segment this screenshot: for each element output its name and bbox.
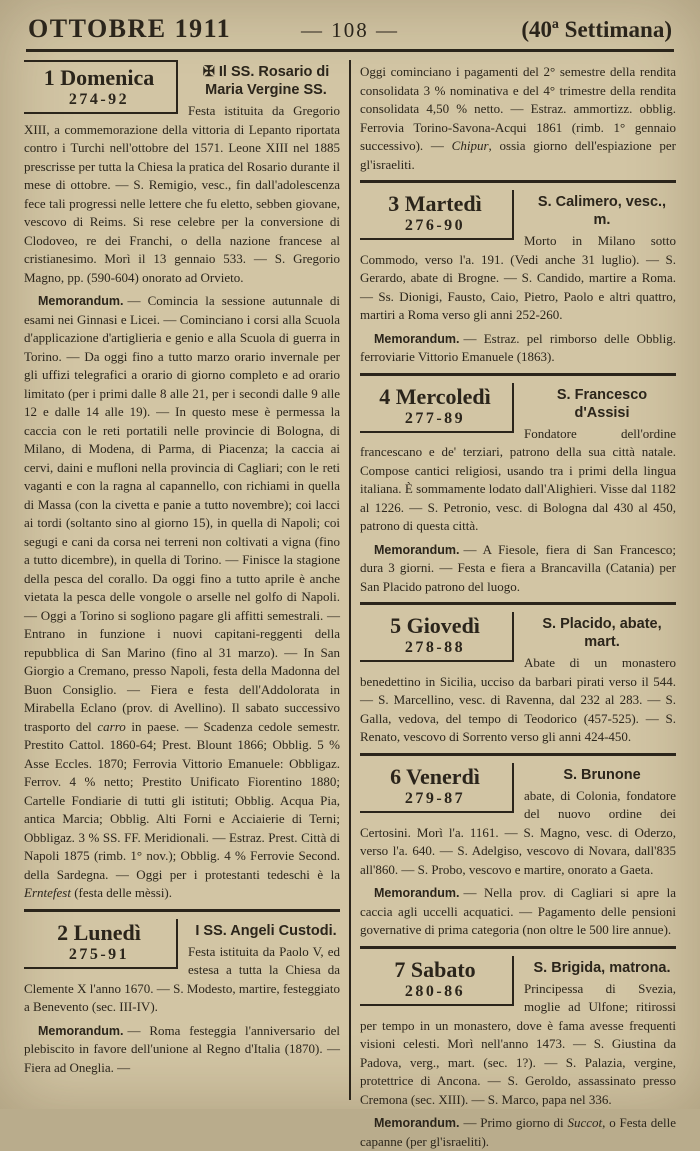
day-name: Mercoledì <box>396 384 491 409</box>
saint-title <box>528 763 676 784</box>
header-rule <box>26 49 674 52</box>
day-name: Martedì <box>405 191 482 216</box>
section-divider <box>360 753 676 756</box>
text-segment: — A Fiesole, fiera di San Francesco; dura 3 giorni. — Festa e fiera a Brancavilla (Catania) per San Placido patrono del luogo. <box>360 542 676 594</box>
day-box <box>24 60 178 114</box>
memorandum-text <box>24 293 340 900</box>
day-name: Domenica <box>60 65 154 90</box>
day-name-line <box>362 764 508 790</box>
day-number: 7 <box>394 957 405 982</box>
day-counter: 276-90 <box>362 217 508 235</box>
text-segment: — Primo giorno di <box>463 1115 567 1130</box>
section-divider <box>360 373 676 376</box>
day-name-line <box>362 191 508 217</box>
continuation-paragraph <box>360 60 676 174</box>
saint-title-text: S. Francesco d'Assisi <box>557 387 647 421</box>
day-number: 4 <box>379 384 390 409</box>
text-segment: — Nella prov. di Cagliari si apre la caccia agli uccelli acquatici. — Pagamento delle pensioni governative di prima categoria (non oltre le 500 lire annue). <box>360 885 676 937</box>
day-name-line <box>362 957 508 983</box>
text-segment: Fondatore dell'ordine francescano e de' terziari, patrono della sua città natale. Compose cantici religiosi, usando tra i primi della lingua italiana. È sommamente lodato dall'Alighieri. Visse dal 1182 al 1226. — S. Petronio, vesc. di Bologna dal 430 al 450, patrono di questa città. <box>360 426 676 534</box>
memorandum <box>360 1114 676 1151</box>
day-entry <box>360 763 676 940</box>
day-number: 3 <box>388 191 399 216</box>
section-divider <box>360 180 676 183</box>
day-box <box>360 383 514 433</box>
day-name-line <box>26 65 172 91</box>
memorandum-label: Memorandum. <box>374 543 459 557</box>
italic-text: Succot <box>567 1115 602 1130</box>
day-description <box>360 422 676 536</box>
saint-title-text: S. Placido, abate, mart. <box>542 616 661 650</box>
text-segment: Oggi cominciano i pagamenti del 2° semestre della rendita consolidata 3 % nominativa e del 4° trimestre della rendita consolidata 4,50 % netto. — Estraz. ammortizz. obblig. Ferrovia Torino-Savona-Acqui 1861 (rimb. 1° gennaio successivo). — <box>360 64 676 153</box>
text-segment: — Roma festeggia l'anniversario del plebiscito in favore dell'unione al Regno d'Italia (1870). — Fiera ad Oneglia. — <box>24 1023 340 1075</box>
saint-title-text: S. Brunone <box>563 767 640 783</box>
day-entry <box>24 60 340 903</box>
memorandum <box>24 292 340 903</box>
memorandum-label: Memorandum. <box>38 1024 123 1038</box>
memorandum <box>360 541 676 597</box>
day-description <box>24 99 340 287</box>
italic-text: Erntefest <box>24 885 71 900</box>
left-column <box>24 60 340 1100</box>
day-name-line <box>362 613 508 639</box>
day-number: 6 <box>390 764 401 789</box>
day-name: Lunedì <box>74 920 141 945</box>
day-counter: 280-86 <box>362 983 508 1001</box>
text-segment: Abate di un monastero benedettino in Sicilia, ucciso da barbari pirati verso il 544. — S. Marcellino, vesc. di Ravenna, dal 232 al 283. — S. Galla, vedova, del tempo di Teodorico (457-525). — S. Renato, vescovo di Sorrento verso gli anni 424-450. <box>360 655 676 744</box>
text-segment: Morto in Milano sotto Commodo, verso l'a. 191. (Vedi anche 31 luglio). — S. Gerardo, abate di Brogne. — S. Candido, martire a Roma. — Ss. Dionigi, Fausto, Caio, Pietro, Paolo e altri quattro, martiri a Roma verso gli anni 252-260. <box>360 233 676 322</box>
text-columns <box>24 60 676 1100</box>
section-divider <box>24 909 340 912</box>
day-name-line <box>26 920 172 946</box>
memorandum-label: Memorandum. <box>38 294 123 308</box>
day-counter: 275-91 <box>26 946 172 964</box>
day-name: Sabato <box>411 957 476 982</box>
text-segment: Festa istituita da Gregorio XIII, a commemorazione della vittoria di Lepanto riportata contro i Turchi nell'ottobre del 1571. Leone XIII nel 1885 prescrisse per tutta la Chiesa la pratica del Rosario durante il mese di ottobre. — S. Remigio, vesc., fin dall'adolescenza fece tali progressi nelle lettere che fu eletto, sebben giovane, vescovo di Reims. Si rese celebre per la conversione di Clodoveo, re dei Franchi, o della nazione francese al cristianesimo. Morì il 13 gennaio 533. — S. Gregorio Magno, pp. (590-604) onorato ad Orvieto. <box>24 103 340 285</box>
day-number: 1 <box>44 65 55 90</box>
maltese-cross-icon: ✠ <box>203 64 219 80</box>
saint-title <box>528 612 676 651</box>
text-segment: (festa delle mèssi). <box>71 885 172 900</box>
day-name-line <box>362 384 508 410</box>
italic-text: Chipur <box>452 138 489 153</box>
day-entry <box>360 190 676 367</box>
text-segment: abate, di Colonia, fondatore del nuovo ordine dei Certosini. Morì l'a. 1161. — S. Magno, vesc. di Oderzo, verso l'a. 640. — S. Adelgiso, vescovo di Novara, dall'835 all'860. — S. Probo, vescovo e martire, onorato a Gaeta. <box>360 788 676 877</box>
text-segment: , o Festa delle capanne (per gl'israeliti). <box>360 1115 676 1149</box>
day-name: Giovedì <box>407 613 480 638</box>
page-number: — 108 — <box>301 18 399 43</box>
day-number: 5 <box>390 613 401 638</box>
memorandum <box>360 330 676 367</box>
day-counter: 278-88 <box>362 639 508 657</box>
text-segment: in paese. — Scadenza cedole semestr. Prestito Cattol. 1860-64; Prest. Blount 1866; Obblig. 5 % Asse Eccles. 1870; Ferrovia Vittorio Emanuele: Obbligaz. Ferrov. 4 % netto; Prestito Unificato Fiorentino 1880; Cartelle Fondiarie di tutti gli istituti; Obblig. Acqua Pia, antica Marcia; Obblig. Alti Forni e Acciaierie di Terni; Obbligaz. 3 % SS. FF. Meridionali. — Estraz. Prest. Città di Napoli 1875 (rimb. 1° nov.); Obblig. 4 % Ferrovie Second. della Sardegna. — Oggi per i protestanti tedeschi è la <box>24 719 340 882</box>
text-segment: — Comincia la sessione autunnale di esami nei Ginnasi e Licei. — Cominciano i corsi alla Scuola d'applicazione d'artiglieria e genio e alla Scuola di guerra in Torino. — Da oggi fino a tutto marzo orario invernale per gli uffizi telegrafici a orario di giorno completo e ad orario limitato (per i primi dalle 8 alle 21, per i secondi dalle 9 alle 12 e dalle 14 alle 19). — In questo mese è permessa la caccia con le reti portatili nelle provincie di Bologna, di Milano, di Modena, di Parma, di Piacenza; la caccia ai cervi, daini e mufloni nella provincia di Cagliari; con le reti vaganti e con la ragna al capannello, con richiami in quella di Massa (con la civetta e panie a tutto novembre); coi lacci ai tordi (soltanto sino al giorno 15), in quella di Napoli; coi segugi e cani da corsa nei terreni non coltivati a vigna (fino a tutto dicembre), in quella di Torino. — Finisce la stagione della pesca del corallo. Da oggi fino a tutto aprile è anche vietata la pesca delle vongole o arselle nel golfo di Napoli. — Oggi a Torino si sogliono pagare gli affitti semestrali. — Entrano in funzione i nuovi capitani-reggenti della repubblica di San Marino (fino al 31 marzo). — In San Giorgio a Cremano, presso Napoli, festa della Madonna del Buon Consiglio. — Fiera e festa dell'Addolorata in Mirabella Eclano (prov. di Avellino). Il sabato successivo trasporto del <box>24 293 340 734</box>
right-column <box>360 60 676 1100</box>
day-entry <box>360 383 676 597</box>
day-box <box>24 919 178 969</box>
saint-title <box>528 190 676 229</box>
section-divider <box>360 946 676 949</box>
saint-title-text: Il SS. Rosario di Maria Vergine SS. <box>205 64 329 98</box>
day-counter: 277-89 <box>362 410 508 428</box>
memorandum-label: Memorandum. <box>374 1116 459 1130</box>
saint-title <box>192 60 340 99</box>
week-label: (40ª Settimana) <box>521 17 672 43</box>
page-header <box>0 0 700 44</box>
day-description <box>360 229 676 325</box>
text-segment: , ossia giorno dell'espiazione per gl'israeliti. <box>360 138 676 172</box>
month-title: OTTOBRE 1911 <box>28 14 301 44</box>
day-counter: 274-92 <box>26 91 172 109</box>
saint-title-text: S. Brigida, matrona. <box>534 960 671 976</box>
memorandum <box>24 1022 340 1078</box>
day-description <box>360 651 676 747</box>
day-name: Venerdì <box>406 764 480 789</box>
day-box <box>360 763 514 813</box>
day-box <box>360 956 514 1006</box>
memorandum-label: Memorandum. <box>374 886 459 900</box>
day-number: 2 <box>57 920 68 945</box>
column-divider <box>349 60 351 1100</box>
day-entry <box>24 919 340 1078</box>
memorandum-label: Memorandum. <box>374 332 459 346</box>
text-segment: Principessa di Svezia, moglie ad Ulfone; ritirossi per tempo in un monastero, dove è fama avesse frequenti visioni celesti. Morì nell'anno 1473. — S. Giustina da Padova, verg., mart. (sec. 1?). — S. Palazia, vergine, protettrice di Ancona. — S. Geroldo, assassinato presso Cremona (sec. XIII). — S. Marco, papa nel 336. <box>360 981 676 1107</box>
day-entry <box>360 612 676 747</box>
saint-title <box>528 956 676 977</box>
text-segment: — Estraz. pel rimborso delle Obblig. ferroviarie Vittorio Emanuele (1863). <box>360 331 676 365</box>
saint-title <box>192 919 340 940</box>
section-divider <box>360 602 676 605</box>
day-box <box>360 612 514 662</box>
day-counter: 279-87 <box>362 790 508 808</box>
saint-title-text: S. Calimero, vesc., m. <box>538 194 666 228</box>
text-segment: Festa istituita da Paolo V, ed estesa a tutta la Chiesa da Clemente X l'anno 1670. — S. Modesto, martire, festeggiato a Benevento (sec. III-IV). <box>24 944 340 1015</box>
saint-title-text: I SS. Angeli Custodi. <box>195 923 336 939</box>
day-entry <box>360 956 676 1151</box>
memorandum <box>360 884 676 940</box>
saint-title <box>528 383 676 422</box>
day-box <box>360 190 514 240</box>
italic-text: carro <box>97 719 125 734</box>
